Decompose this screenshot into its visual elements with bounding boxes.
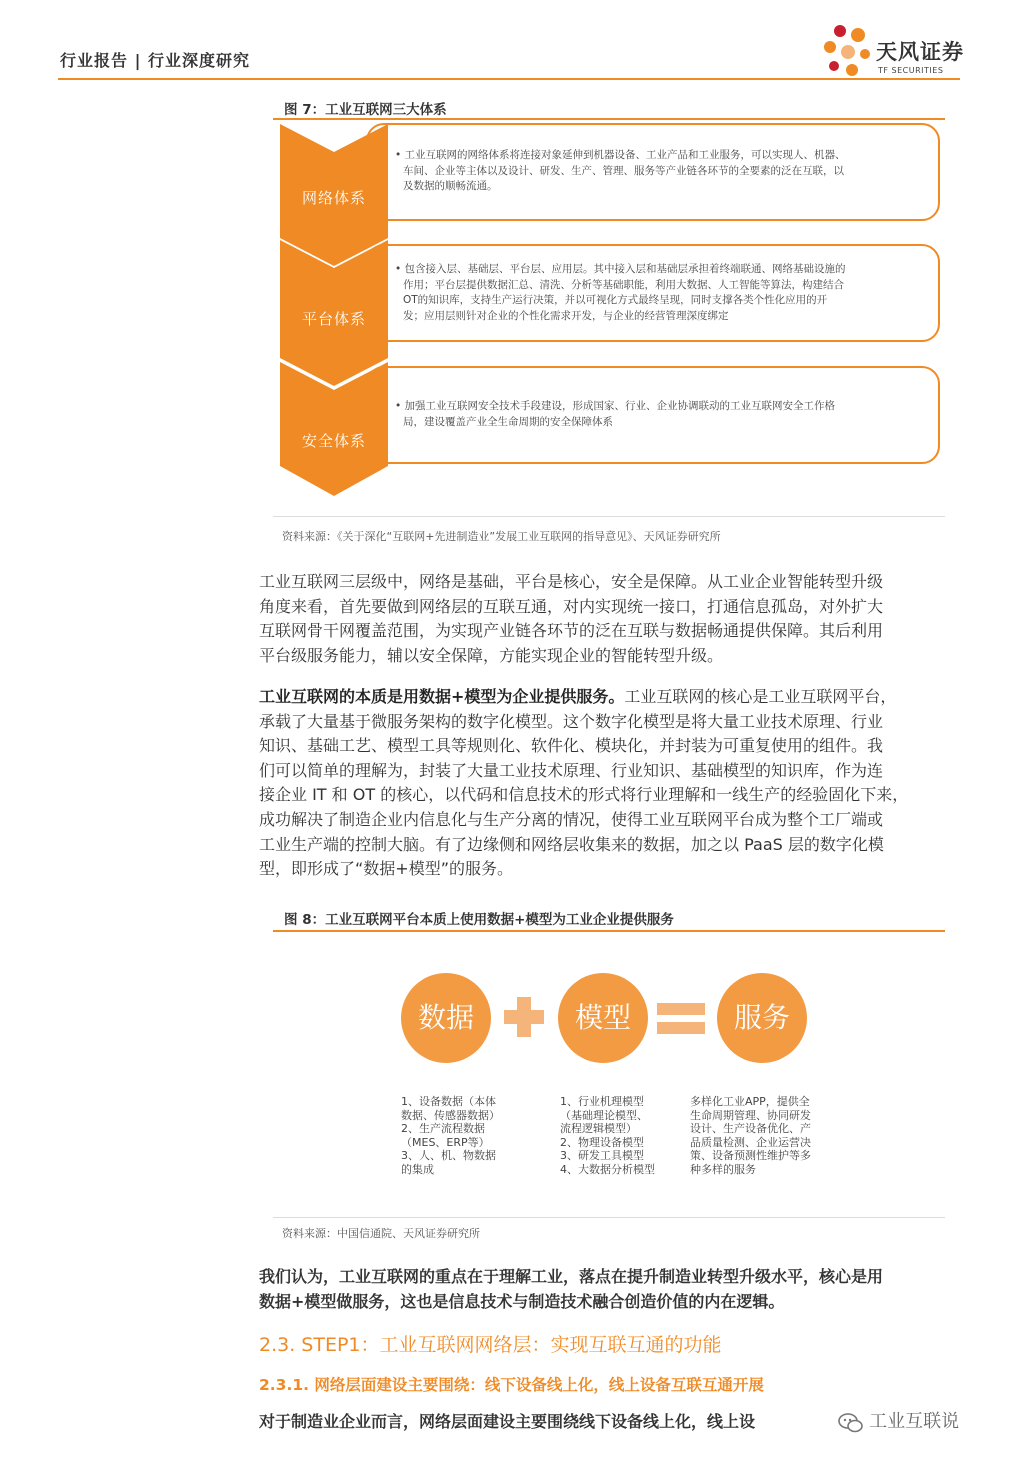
- equals-icon-bottom: [657, 1022, 705, 1034]
- company-logo: [822, 22, 972, 82]
- paragraph-1: [259, 570, 965, 668]
- plus-icon-vertical: [517, 997, 531, 1037]
- text-line: 知识、基础工艺、模型工具等规则化、软件化、模块化，并封装为可重复使用的组件。我: [259, 736, 884, 756]
- text-line: • 加强工业互联网安全技术手段建设，形成国家、行业、企业协调联动的工业互联网安全工作格: [395, 400, 836, 412]
- desc-model: [560, 1095, 655, 1177]
- text-line: 4、大数据分析模型: [560, 1162, 655, 1176]
- section-heading-2-3: 2.3. STEP1：工业互联网网络层：实现互联互通的功能: [259, 1334, 722, 1356]
- text-line: 角度来看，首先要做到网络层的互联互通，对内实现统一接口，打通信息孤岛，对外扩大: [259, 596, 884, 616]
- text-line: 我们认为，工业互联网的重点在于理解工业，落点在提升制造业转型升级水平，核心是用: [259, 1267, 884, 1286]
- circle-service: 服务: [717, 973, 807, 1063]
- figure7-text-platform: [395, 262, 846, 324]
- text-line: （基础理论模型、: [560, 1108, 648, 1122]
- text-line: • 包含接入层、基础层、平台层、应用层。其中接入层和基础层承担着终端联通、网络基础设施的: [395, 263, 846, 275]
- text-line: 流程逻辑模型）: [560, 1122, 637, 1136]
- text-line: 3、人、机、物数据: [401, 1149, 496, 1163]
- text-line: 种多样的服务: [690, 1162, 756, 1176]
- figure7-text-network: [395, 148, 846, 195]
- text-line: 型，即形成了“数据+模型”的服务。: [259, 859, 513, 879]
- equals-icon-top: [657, 1003, 705, 1015]
- text-line: 3、研发工具模型: [560, 1149, 644, 1163]
- paragraph-2-lead: 工业互联网的本质是用数据+模型为企业提供服务。: [259, 687, 625, 706]
- text-line: 局，建设覆盖产业全生命周期的安全保障体系: [403, 415, 613, 428]
- circle-model: 模型: [558, 973, 648, 1063]
- text-line: 及数据的顺畅流通。: [403, 180, 498, 192]
- text-line: 2、物理设备模型: [560, 1135, 644, 1149]
- text-line: 数据、传感器数据）: [401, 1108, 500, 1122]
- text-line: OT的知识库，支持生产运行决策，并以可视化方式最终呈现，同时支撑各类个性化应用的开: [403, 294, 828, 306]
- paragraph-2: [259, 685, 965, 882]
- logo-flower-icon: [822, 22, 878, 82]
- text-line: 数据+模型做服务，这也是信息技术与制造技术融合创造价值的内在逻辑。: [259, 1291, 785, 1311]
- text-line: 策、设备预测性维护等多: [690, 1149, 811, 1163]
- paragraph-3: [259, 1265, 965, 1314]
- text-line: 工业互联网三层级中，网络是基础，平台是核心，安全是保障。从工业企业智能转型升级: [259, 572, 884, 591]
- desc-service: [690, 1095, 811, 1177]
- logo-text-cn: 天风证券: [876, 40, 964, 64]
- wechat-icon: [838, 1412, 864, 1434]
- text-line: 平台级服务能力，辅以安全保障，方能实现企业的智能转型升级。: [259, 645, 724, 665]
- text-line: 生命周期管理、协同研发: [690, 1108, 811, 1122]
- desc-data: [401, 1095, 500, 1177]
- text-line: 作用；平台层提供数据汇总、清洗、分析等基础职能，利用大数据、人工智能等算法，构建结合: [403, 278, 844, 291]
- text-line: [259, 685, 965, 710]
- text-line: 多样化工业APP，提供全: [690, 1095, 810, 1108]
- figure7-title: 图 7：工业互联网三大体系: [284, 102, 447, 118]
- text-line: 设计、生产设备优化、产: [690, 1122, 811, 1136]
- text-line: 1、设备数据（本体: [401, 1095, 496, 1108]
- paragraph-4: 对于制造业企业而言，网络层面建设主要围绕线下设备线上化，线上设: [259, 1412, 756, 1431]
- figure7-rule: [273, 118, 945, 120]
- text-line: 互联网骨干网覆盖范围，为实现产业链各环节的泛在互联与数据畅通提供保障。其后利用: [259, 621, 884, 641]
- text-line: 车间、企业等主体以及设计、研发、生产、管理、服务等产业链各环节的全要素的泛在互联，以: [403, 164, 844, 177]
- watermark-text: 工业互联说: [869, 1411, 960, 1432]
- text-line: 工业生产端的控制大脑。有了边缘侧和网络层收集来的数据，加之以 PaaS 层的数字化模: [259, 834, 884, 854]
- figure7-source: 资料来源：《关于深化“互联网+先进制造业”发展工业互联网的指导意见》、天风证券研究所: [282, 530, 721, 543]
- watermark: [838, 1407, 959, 1434]
- text-line: 2、生产流程数据: [401, 1122, 485, 1136]
- chevron-label-platform: 平台体系: [301, 310, 366, 328]
- figure8-title: 图 8：工业互联网平台本质上使用数据+模型为工业企业提供服务: [284, 912, 674, 928]
- text-line: 接企业 IT 和 OT 的核心，以代码和信息技术的形式将行业理解和一线生产的经验固化下来，: [259, 785, 909, 805]
- section-heading-2-3-1: 2.3.1. 网络层面建设主要围绕：线下设备线上化，线上设备互联互通开展: [259, 1376, 764, 1394]
- figure7-text-security: [395, 399, 835, 430]
- text-line: 品质量检测、企业运营决: [690, 1135, 811, 1149]
- text-line: 们可以简单的理解为，封装了大量工业技术原理、行业知识、基础模型的知识库，作为连: [259, 760, 884, 780]
- text-line: 的集成: [401, 1162, 434, 1176]
- text-line: 发；应用层则针对企业的个性化需求开发，与企业的经营管理深度绑定: [403, 309, 729, 322]
- text-line: • 工业互联网的网络体系将连接对象延伸到机器设备、工业产品和工业服务，可以实现人、机器、: [395, 149, 846, 161]
- chevron-label-network: 网络体系: [301, 189, 366, 207]
- paragraph-2-lead-rest: 工业互联网的核心是工业互联网平台，: [624, 687, 897, 706]
- text-line: 成功解决了制造企业内信息化与生产分离的情况，使得工业互联网平台成为整个工厂端或: [259, 809, 884, 829]
- circle-data: 数据: [401, 973, 491, 1063]
- figure8-bottom-rule: [273, 1217, 945, 1218]
- text-line: 1、行业机理模型: [560, 1095, 644, 1108]
- figure7-bottom-rule: [273, 516, 945, 517]
- chevron-label-security: 安全体系: [301, 432, 366, 450]
- logo-text-en: TF SECURITIES: [878, 66, 944, 75]
- text-line: （MES、ERP等）: [401, 1135, 490, 1149]
- figure8-source: 资料来源：中国信通院、天风证券研究所: [282, 1227, 480, 1240]
- text-line: 承载了大量基于微服务架构的数字化模型。这个数字化模型是将大量工业技术原理、行业: [259, 711, 884, 731]
- report-category: 行业报告 | 行业深度研究: [60, 51, 250, 70]
- figure8-rule: [273, 930, 945, 932]
